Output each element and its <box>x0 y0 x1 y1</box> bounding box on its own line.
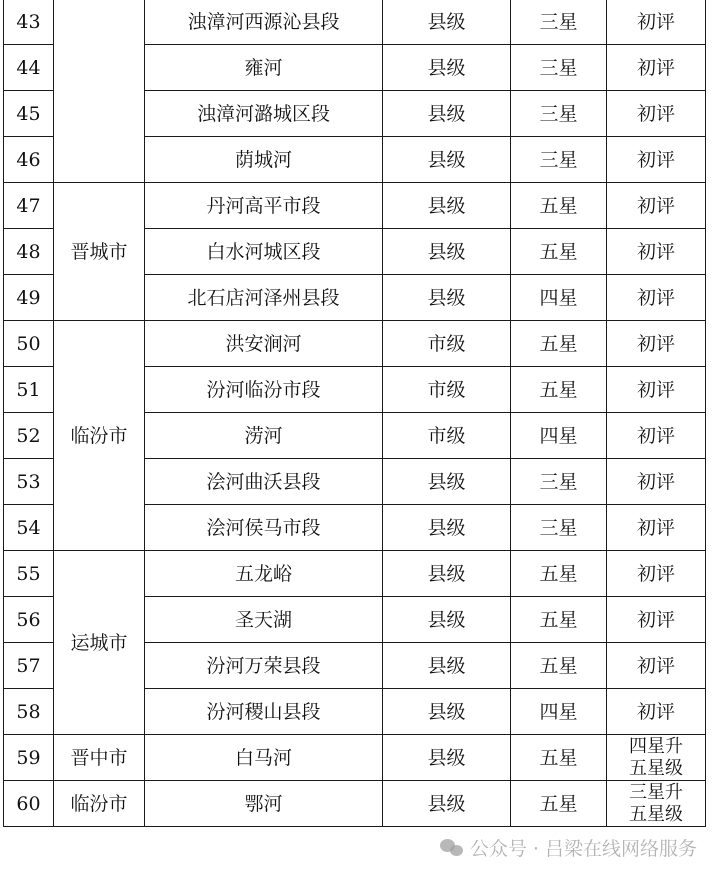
evaluation: 初评 <box>607 321 706 367</box>
level: 县级 <box>383 275 511 321</box>
level: 县级 <box>383 459 511 505</box>
evaluation: 初评 <box>607 229 706 275</box>
city-cell: 临汾市 <box>54 781 145 827</box>
river-name: 丹河高平市段 <box>145 183 383 229</box>
row-number: 59 <box>4 735 54 781</box>
table-row <box>4 551 706 597</box>
row-number: 45 <box>4 91 54 137</box>
river-name: 白马河 <box>145 735 383 781</box>
evaluation: 初评 <box>607 91 706 137</box>
star-rating: 三星 <box>511 91 607 137</box>
evaluation: 初评 <box>607 505 706 551</box>
row-number: 60 <box>4 781 54 827</box>
level: 县级 <box>383 0 511 45</box>
watermark-text: 公众号 · 吕梁在线网络服务 <box>469 838 697 860</box>
evaluation: 初评 <box>607 183 706 229</box>
level: 县级 <box>383 551 511 597</box>
level: 县级 <box>383 781 511 827</box>
river-name: 汾河稷山县段 <box>145 689 383 735</box>
row-number: 49 <box>4 275 54 321</box>
row-number: 57 <box>4 643 54 689</box>
row-number: 51 <box>4 367 54 413</box>
table-row <box>4 321 706 367</box>
evaluation: 初评 <box>607 45 706 91</box>
row-number: 43 <box>4 0 54 45</box>
river-name: 北石店河泽州县段 <box>145 275 383 321</box>
evaluation: 初评 <box>607 597 706 643</box>
river-name: 洪安涧河 <box>145 321 383 367</box>
city-cell-empty <box>54 0 145 183</box>
row-number: 46 <box>4 137 54 183</box>
level: 县级 <box>383 45 511 91</box>
table-row <box>4 735 706 781</box>
level: 县级 <box>383 137 511 183</box>
city-cell: 晋中市 <box>54 735 145 781</box>
river-name: 鄂河 <box>145 781 383 827</box>
star-rating: 五星 <box>511 735 607 781</box>
table-row <box>4 0 706 45</box>
evaluation: 初评 <box>607 459 706 505</box>
river-name: 浊漳河西源沁县段 <box>145 0 383 45</box>
star-rating: 五星 <box>511 367 607 413</box>
evaluation: 初评 <box>607 275 706 321</box>
river-name: 汾河万荣县段 <box>145 643 383 689</box>
river-name: 涝河 <box>145 413 383 459</box>
row-number: 56 <box>4 597 54 643</box>
river-name: 汾河临汾市段 <box>145 367 383 413</box>
row-number: 47 <box>4 183 54 229</box>
row-number: 50 <box>4 321 54 367</box>
star-rating: 三星 <box>511 459 607 505</box>
evaluation: 初评 <box>607 643 706 689</box>
city-cell: 临汾市 <box>54 321 145 551</box>
level: 县级 <box>383 229 511 275</box>
evaluation: 初评 <box>607 137 706 183</box>
star-rating: 五星 <box>511 781 607 827</box>
evaluation: 初评 <box>607 689 706 735</box>
row-number: 55 <box>4 551 54 597</box>
level: 县级 <box>383 505 511 551</box>
level: 市级 <box>383 321 511 367</box>
star-rating: 五星 <box>511 643 607 689</box>
star-rating: 四星 <box>511 413 607 459</box>
evaluation-line-2: 五星级 <box>629 757 683 779</box>
level: 县级 <box>383 689 511 735</box>
river-name: 荫城河 <box>145 137 383 183</box>
star-rating: 五星 <box>511 597 607 643</box>
level: 县级 <box>383 643 511 689</box>
level: 县级 <box>383 597 511 643</box>
row-number: 53 <box>4 459 54 505</box>
watermark <box>440 834 697 861</box>
row-number: 48 <box>4 229 54 275</box>
river-name: 浍河侯马市段 <box>145 505 383 551</box>
city-cell: 运城市 <box>54 551 145 735</box>
evaluation: 初评 <box>607 551 706 597</box>
level: 县级 <box>383 91 511 137</box>
level: 市级 <box>383 413 511 459</box>
star-rating: 三星 <box>511 45 607 91</box>
river-name: 浍河曲沃县段 <box>145 459 383 505</box>
row-number: 58 <box>4 689 54 735</box>
row-number: 54 <box>4 505 54 551</box>
river-name: 浊漳河潞城区段 <box>145 91 383 137</box>
river-name: 雍河 <box>145 45 383 91</box>
evaluation: 初评 <box>607 367 706 413</box>
star-rating: 五星 <box>511 321 607 367</box>
wechat-icon <box>440 839 464 857</box>
evaluation-line-1: 三星升 <box>629 781 683 803</box>
star-rating: 四星 <box>511 275 607 321</box>
star-rating: 五星 <box>511 229 607 275</box>
level: 县级 <box>383 183 511 229</box>
river-name: 白水河城区段 <box>145 229 383 275</box>
river-name: 圣天湖 <box>145 597 383 643</box>
river-rating-table <box>3 0 706 827</box>
river-name: 五龙峪 <box>145 551 383 597</box>
evaluation: 初评 <box>607 0 706 45</box>
evaluation <box>607 735 706 781</box>
evaluation-line-1: 四星升 <box>629 735 683 757</box>
table-row <box>4 781 706 827</box>
evaluation: 初评 <box>607 413 706 459</box>
evaluation-line-2: 五星级 <box>629 803 683 825</box>
table-row <box>4 183 706 229</box>
level: 县级 <box>383 735 511 781</box>
star-rating: 三星 <box>511 505 607 551</box>
row-number: 44 <box>4 45 54 91</box>
star-rating: 五星 <box>511 551 607 597</box>
city-cell: 晋城市 <box>54 183 145 321</box>
row-number: 52 <box>4 413 54 459</box>
star-rating: 三星 <box>511 137 607 183</box>
level: 市级 <box>383 367 511 413</box>
star-rating: 五星 <box>511 183 607 229</box>
evaluation <box>607 781 706 827</box>
star-rating: 三星 <box>511 0 607 45</box>
star-rating: 四星 <box>511 689 607 735</box>
